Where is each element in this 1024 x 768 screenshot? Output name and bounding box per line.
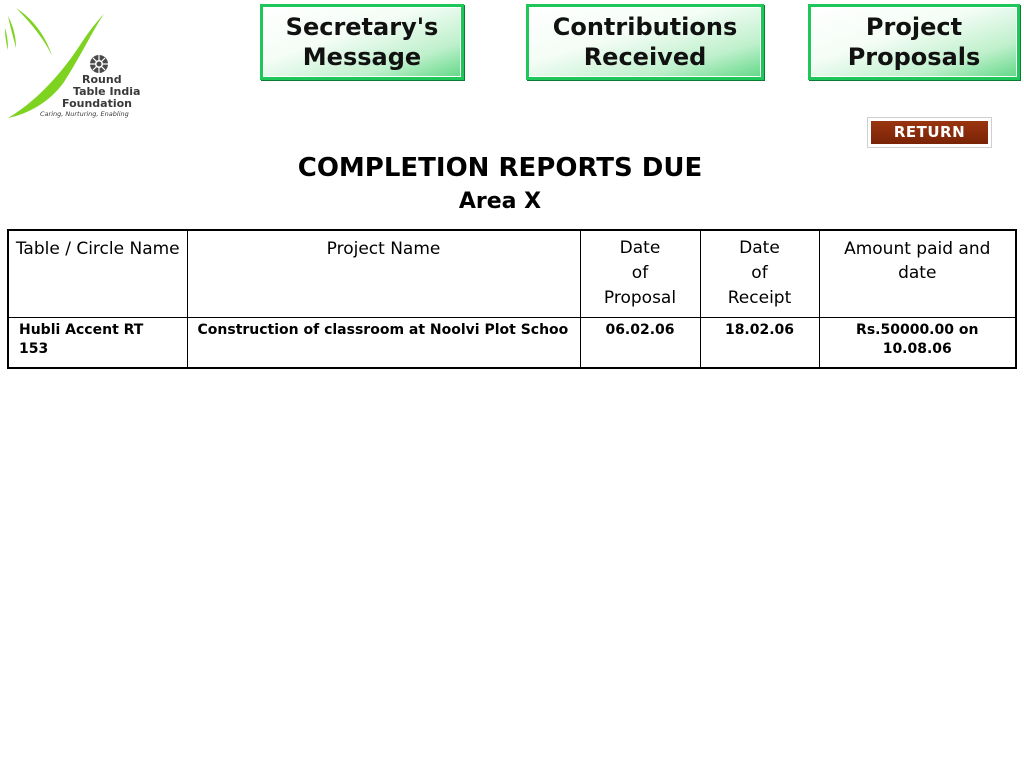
header-date-of-proposal-line1: Date xyxy=(619,238,661,258)
completion-reports-table xyxy=(7,229,1017,369)
header-date-of-receipt-line3: Receipt xyxy=(727,288,792,308)
secretarys-message-label-line1: Secretary's xyxy=(285,13,439,41)
secretarys-message-label-line2: Message xyxy=(302,43,422,71)
project-proposals-button[interactable] xyxy=(808,4,1020,80)
contributions-received-button[interactable] xyxy=(526,4,764,80)
cell-date-of-receipt: 18.02.06 xyxy=(700,318,819,369)
header-date-of-receipt-line1: Date xyxy=(739,238,780,258)
cell-project-name: Construction of classroom at Noolvi Plot Schoo xyxy=(187,318,580,369)
contributions-received-label-line2: Received xyxy=(583,43,707,71)
logo-line-1: Round xyxy=(82,73,122,86)
header-amount-paid-and-date: Amount paid and date xyxy=(819,230,1016,318)
return-button-label: RETURN xyxy=(871,121,988,144)
logo-tagline: Caring, Nurturing, Enabling xyxy=(40,110,129,118)
header-date-of-proposal-line3: Proposal xyxy=(603,288,677,308)
cell-table-circle-name: Hubli Accent RT 153 xyxy=(8,318,187,369)
table-row xyxy=(8,318,1016,369)
page-subtitle: Area X xyxy=(458,189,542,214)
header-project-name: Project Name xyxy=(187,230,580,318)
round-table-india-logo xyxy=(2,2,142,124)
table-header-row xyxy=(8,230,1016,318)
cell-date-of-proposal: 06.02.06 xyxy=(580,318,700,369)
logo-line-2: Table India xyxy=(73,85,141,98)
header-table-circle-name: Table / Circle Name xyxy=(8,230,187,318)
contributions-received-label-line1: Contributions xyxy=(552,13,738,41)
header-date-of-proposal-line2: of xyxy=(631,263,649,283)
project-proposals-label-line2: Proposals xyxy=(847,43,981,71)
return-button[interactable] xyxy=(867,117,992,148)
cell-amount-paid: Rs.50000.00 on 10.08.06 xyxy=(819,318,1016,369)
header-date-of-proposal xyxy=(580,230,700,318)
logo-line-3: Foundation xyxy=(62,97,133,110)
secretarys-message-button[interactable] xyxy=(260,4,464,80)
page-title: COMPLETION REPORTS DUE xyxy=(297,153,703,183)
header-date-of-receipt-line2: of xyxy=(751,263,768,283)
project-proposals-label-line1: Project xyxy=(865,13,963,41)
header-date-of-receipt xyxy=(700,230,819,318)
logo-text xyxy=(62,74,140,110)
